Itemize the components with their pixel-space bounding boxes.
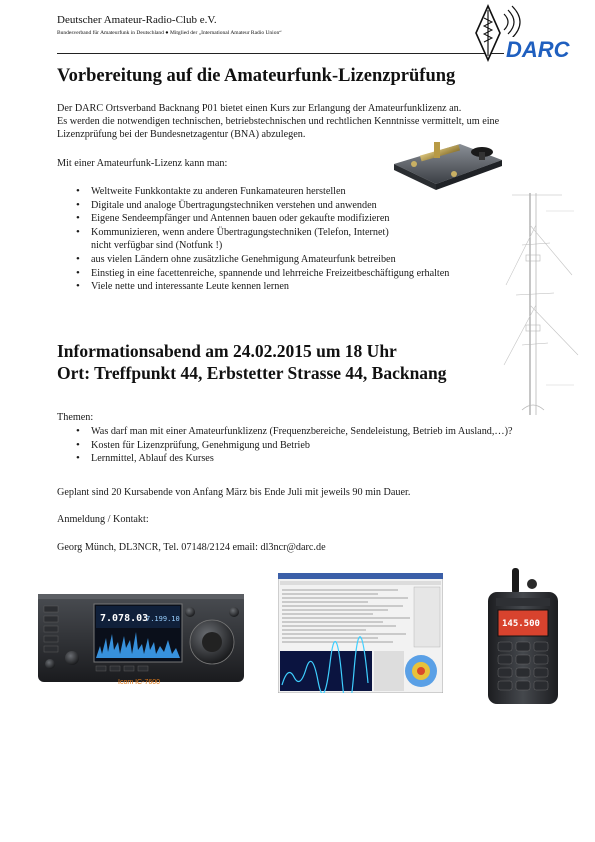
contact-details: Georg Münch, DL3NCR, Tel. 07148/2124 email: dl3ncr@darc.de xyxy=(57,542,326,553)
list-item: • Digitale und analoge Übertragungstechniken verstehen und anwenden xyxy=(57,199,449,213)
list-item: • Eigene Sendeempfänger und Antennen bauen oder gekaufte modifizieren xyxy=(57,212,449,226)
list-item: • Lernmittel, Ablauf des Kurses xyxy=(57,452,513,466)
darc-logo xyxy=(470,2,590,64)
contact-label: Anmeldung / Kontakt: xyxy=(57,514,149,525)
page-title: Vorbereitung auf die Amateurfunk-Lizenzprüfung xyxy=(57,66,456,86)
morse-key-image xyxy=(390,130,505,192)
handheld-radio-image xyxy=(478,568,568,708)
list-item: • Viele nette und interessante Leute kennen lernen xyxy=(57,280,449,294)
info-evening-date: Informationsabend am 24.02.2015 um 18 Uhr xyxy=(57,341,397,361)
antenna-sketch xyxy=(502,185,582,420)
list-item: • Weltweite Funkkontakte zu anderen Funkamateuren herstellen xyxy=(57,185,449,199)
organization-name: Deutscher Amateur-Radio-Club e.V. xyxy=(57,14,217,26)
topics-list xyxy=(57,425,513,466)
intro-line: Der DARC Ortsverband Backnang P01 bietet einen Kurs zur Erlangung der Amateurfunklizenz an. xyxy=(57,103,462,114)
radio-caption: Icom IC-7600 xyxy=(118,679,161,686)
intro-paragraph xyxy=(57,102,587,141)
benefits-intro: Mit einer Amateurfunk-Lizenz kann man: xyxy=(57,158,228,169)
radio-sub-frequency: 7.199.10 xyxy=(146,615,180,623)
list-item-continuation: nicht verfügbar sind (Notfunk !) xyxy=(91,240,223,252)
intro-line: Lizenzprüfung bei der Bundesnetzagentur (BNA) abzulegen. xyxy=(57,129,306,140)
software-screenshot-image xyxy=(278,573,443,693)
organization-subtitle: Bundesverband für Amateurfunk in Deutschland ● Mitglied der „International Amateur Radio Union“ xyxy=(57,30,282,36)
list-item: • Einstieg in eine facettenreiche, spannende und lehrreiche Freizeitbeschäftigung erhalten xyxy=(57,267,449,281)
course-info: Geplant sind 20 Kursabende von Anfang März bis Ende Juli mit jeweils 90 min Dauer. xyxy=(57,487,411,498)
transceiver-image xyxy=(36,588,246,688)
list-item xyxy=(57,226,449,253)
info-evening-location: Ort: Treffpunkt 44, Erbstetter Strasse 44, Backnang xyxy=(57,363,447,383)
list-item-text: Kommunizieren, wenn andere Übertragungstechniken (Telefon, Internet) xyxy=(91,226,389,238)
benefits-list xyxy=(57,185,449,294)
intro-line: Es werden die notwendigen technischen, betriebstechnischen und rechtlichen Kenntnisse vermittelt, um eine xyxy=(57,116,500,127)
list-item: • Kosten für Lizenzprüfung, Genehmigung und Betrieb xyxy=(57,439,513,453)
radio-main-frequency: 7.078.03 xyxy=(100,613,149,624)
handheld-frequency: 145.500 xyxy=(502,619,540,629)
darc-logo-text: DARC xyxy=(506,37,570,62)
list-item: • aus vielen Ländern ohne zusätzliche Genehmigung Amateurfunk betreiben xyxy=(57,253,449,267)
topics-label: Themen: xyxy=(57,412,94,423)
list-item: • Was darf man mit einer Amateurfunklizenz (Frequenzbereiche, Sendeleistung, Betrieb im Ausland,…)? xyxy=(57,425,513,439)
